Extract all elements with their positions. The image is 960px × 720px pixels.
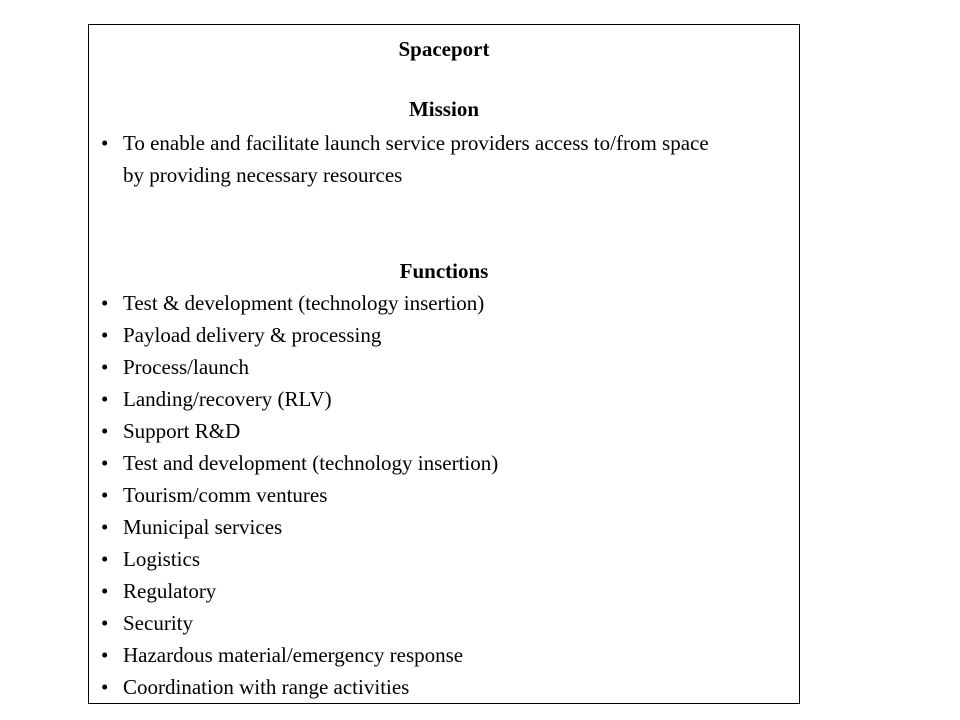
bullet-icon: •: [101, 387, 109, 411]
list-item: [89, 287, 498, 319]
list-item: [89, 447, 498, 479]
list-item-text: Payload delivery & processing: [123, 323, 382, 347]
bullet-icon: •: [101, 515, 109, 539]
list-item: [89, 127, 723, 191]
list-item: [89, 639, 498, 671]
list-item-text: Security: [123, 611, 193, 635]
list-item-text: Hazardous material/emergency response: [123, 643, 464, 667]
list-item: [89, 415, 498, 447]
bullet-icon: •: [101, 451, 109, 475]
list-item-text: Coordination with range activities: [123, 675, 410, 699]
list-item: [89, 319, 498, 351]
bullet-icon: •: [101, 355, 109, 379]
page-title: Spaceport: [398, 37, 490, 61]
list-item: [89, 479, 498, 511]
list-item: [89, 383, 498, 415]
bullet-icon: •: [101, 323, 109, 347]
list-item: [89, 543, 498, 575]
mission-list: [89, 127, 723, 191]
bullet-icon: •: [101, 483, 109, 507]
list-item-text: Tourism/comm ventures: [123, 483, 328, 507]
bullet-icon: •: [101, 675, 109, 699]
bullet-icon: •: [101, 643, 109, 667]
list-item-text: Regulatory: [123, 579, 217, 603]
list-item-text: Test and development (technology insertion): [123, 451, 499, 475]
list-item: [89, 575, 498, 607]
list-item-text: Support R&D: [123, 419, 241, 443]
functions-list: [89, 287, 498, 703]
bullet-icon: •: [101, 131, 109, 155]
bullet-icon: •: [101, 291, 109, 315]
bullet-icon: •: [101, 419, 109, 443]
list-item: [89, 351, 498, 383]
list-item-text: Landing/recovery (RLV): [123, 387, 332, 411]
bullet-icon: •: [101, 579, 109, 603]
bullet-icon: •: [101, 547, 109, 571]
list-item: [89, 607, 498, 639]
list-item-text: Test & development (technology insertion): [123, 291, 485, 315]
list-item: [89, 671, 498, 703]
list-item-text: Municipal services: [123, 515, 283, 539]
bullet-icon: •: [101, 611, 109, 635]
list-item-text: To enable and facilitate launch service providers access to/from space by providing necessary resources: [123, 131, 709, 187]
list-item-text: Logistics: [123, 547, 200, 571]
content-box: [88, 24, 800, 704]
list-item: [89, 511, 498, 543]
list-item-text: Process/launch: [123, 355, 249, 379]
mission-heading: Mission: [408, 97, 479, 121]
functions-heading: Functions: [399, 259, 489, 283]
